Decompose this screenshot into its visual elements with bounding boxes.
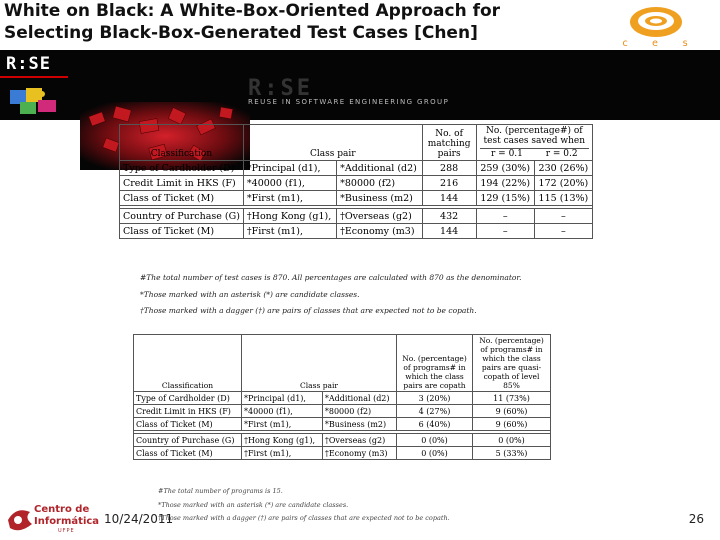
cell: Credit Limit in HKS (F): [120, 176, 244, 191]
cell: 5 (33%): [473, 447, 551, 460]
cell: †Economy (m3): [322, 447, 396, 460]
cesar-logo-text: c e s: [622, 38, 698, 49]
cell: Class of Ticket (M): [120, 224, 244, 239]
slide-title-line1: White on Black: A White-Box-Oriented Approach for: [4, 1, 501, 21]
col-saved-title: No. (percentage#) of test cases saved when: [483, 126, 586, 146]
cell: Class of Ticket (M): [134, 418, 242, 431]
cell: 172 (20%): [534, 176, 592, 191]
cell: Credit Limit in HKS (F): [134, 405, 242, 418]
cell: 9 (60%): [473, 405, 551, 418]
cell: 6 (40%): [397, 418, 473, 431]
table2-note-total: #The total number of programs is 15.: [158, 487, 283, 495]
table1-note-dagger: †Those marked with a dagger (†) are pairs of classes that are expected not to be copath.: [140, 306, 477, 315]
cell: 0 (0%): [473, 434, 551, 447]
table-test-cases-saved: [119, 124, 593, 239]
cell: *80000 (f2): [322, 405, 396, 418]
cell: *Additional (d2): [322, 392, 396, 405]
cell: *First (m1),: [243, 191, 336, 206]
table1-note-total: #The total number of test cases is 870. All percentages are calculated with 870 as the denominator.: [140, 273, 522, 282]
cell: *80000 (f2): [337, 176, 423, 191]
cell: 230 (26%): [534, 161, 592, 176]
table-row: [134, 447, 551, 460]
table-row: [134, 405, 551, 418]
cell: *Principal (d1),: [243, 161, 336, 176]
cell: 144: [422, 191, 476, 206]
cell: –: [476, 224, 534, 239]
cell: *Business (m2): [322, 418, 396, 431]
table-row: [120, 161, 593, 176]
ci-logo-text1: Centro de: [34, 504, 90, 515]
cell: Country of Purchase (G): [120, 209, 244, 224]
col-r1: r = 0.1: [491, 149, 523, 159]
cell: *Principal (d1),: [242, 392, 323, 405]
cell: 259 (30%): [476, 161, 534, 176]
cell: 0 (0%): [397, 434, 473, 447]
cell: 0 (0%): [397, 447, 473, 460]
ci-logo-text2: Informática: [34, 516, 100, 527]
cell: *40000 (f1),: [243, 176, 336, 191]
table-copath-programs: [133, 334, 551, 460]
cell: †Hong Kong (g1),: [243, 209, 336, 224]
rise-puzzle-icon: [8, 84, 68, 116]
rise-group-text: REUSE IN SOFTWARE ENGINEERING GROUP: [248, 98, 450, 106]
cell: 4 (27%): [397, 405, 473, 418]
table-row: [134, 392, 551, 405]
cell: †Overseas (g2): [337, 209, 423, 224]
col-classification: Classification: [134, 335, 242, 392]
slide-title-line2: Selecting Black-Box-Generated Test Cases [Chen]: [4, 23, 478, 43]
col-classification: Classification: [120, 125, 244, 161]
rise-underline: [0, 76, 68, 78]
col-quasi-copath: No. (percentage) of programs# in which the class pairs are quasi-copath of level 85%: [473, 335, 551, 392]
cell: †First (m1),: [242, 447, 323, 460]
slide-date: 10/24/2011: [104, 512, 174, 526]
table-row: [120, 176, 593, 191]
table-row: [120, 191, 593, 206]
cell: *Additional (d2): [337, 161, 423, 176]
col-saved: [476, 125, 592, 161]
cell: †Economy (m3): [337, 224, 423, 239]
slide-title: [4, 0, 604, 44]
col-r2: r = 0.2: [545, 149, 578, 159]
table2-note-dagger: †Those marked with a dagger (†) are pairs of classes that are expected not to be copath.: [158, 514, 450, 522]
cell: Country of Purchase (G): [134, 434, 242, 447]
cell: 432: [422, 209, 476, 224]
page-number: 26: [688, 512, 704, 526]
cell: 11 (73%): [473, 392, 551, 405]
cell: 144: [422, 224, 476, 239]
cell: †Overseas (g2): [322, 434, 396, 447]
cell: 216: [422, 176, 476, 191]
col-copath: No. (percentage) of programs# in which the class pairs are copath: [397, 335, 473, 392]
cell: 288: [422, 161, 476, 176]
col-matching-pairs: No. of matching pairs: [422, 125, 476, 161]
cell: 3 (20%): [397, 392, 473, 405]
cell: †Hong Kong (g1),: [242, 434, 323, 447]
col-class-pair: Class pair: [242, 335, 397, 392]
cell: *40000 (f1),: [242, 405, 323, 418]
cell: †First (m1),: [243, 224, 336, 239]
table2-note-asterisk: *Those marked with an asterisk (*) are candidate classes.: [158, 501, 349, 509]
table-row: [120, 209, 593, 224]
rise-logo: R:SE: [6, 54, 51, 74]
cell: Type of Cardholder (D): [120, 161, 244, 176]
table-row: [120, 224, 593, 239]
cell: 129 (15%): [476, 191, 534, 206]
cell: *First (m1),: [242, 418, 323, 431]
cell: Class of Ticket (M): [134, 447, 242, 460]
table1-note-asterisk: *Those marked with an asterisk (*) are candidate classes.: [140, 290, 360, 299]
cell: 9 (60%): [473, 418, 551, 431]
ci-logo-text3: UFPE: [58, 528, 75, 534]
cell: –: [534, 209, 592, 224]
cell: –: [476, 209, 534, 224]
rise-watermark: R:SE: [248, 76, 313, 101]
cell: 194 (22%): [476, 176, 534, 191]
table-row: [134, 434, 551, 447]
cell: –: [534, 224, 592, 239]
cell: *Business (m2): [337, 191, 423, 206]
cell: Class of Ticket (M): [120, 191, 244, 206]
table-row: [134, 418, 551, 431]
cell: Type of Cardholder (D): [134, 392, 242, 405]
cell: 115 (13%): [534, 191, 592, 206]
col-class-pair: Class pair: [243, 125, 422, 161]
header-banner: [0, 50, 720, 120]
